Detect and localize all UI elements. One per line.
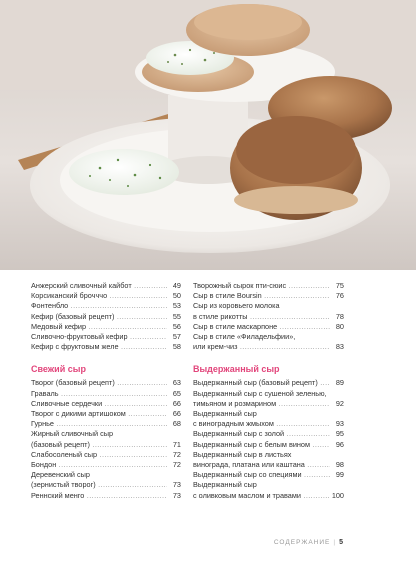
section-title-aged-cheese: Выдержанный сыр	[193, 364, 280, 375]
toc-entry-title: Медовый кефир .....	[31, 322, 167, 332]
toc-entry-title: Выдержанный сыр с сушеной зеленью,	[193, 388, 327, 398]
toc-entry-page: 98	[335, 460, 344, 470]
toc-entry-page: 89	[335, 378, 344, 388]
toc-entry[interactable]	[31, 470, 181, 490]
toc-entry[interactable]	[193, 322, 344, 332]
toc-entry[interactable]	[193, 281, 344, 291]
food-photo	[0, 0, 416, 270]
toc-entry-title: Слабосоленый сыр .....	[31, 450, 167, 460]
toc-entry[interactable]	[193, 409, 344, 429]
toc-entry-title: Выдержанный сыр	[193, 480, 257, 490]
toc-entry-page: 73	[172, 490, 181, 500]
page-number: 5	[339, 539, 344, 546]
toc-entry-page: 92	[335, 398, 344, 408]
toc-entry-page: 96	[335, 439, 344, 449]
toc-entry-title: Бондон .....	[31, 460, 167, 470]
toc-entry-page: 49	[172, 281, 181, 290]
toc-entry-title: Сливочно-фруктовый кефир .....	[31, 332, 167, 342]
toc-entry[interactable]	[193, 291, 344, 301]
toc-entry[interactable]	[31, 429, 181, 449]
toc-entry-title: Выдержанный сыр с золой .....	[193, 429, 330, 439]
footer-label: СОДЕРЖАНИЕ	[273, 539, 331, 546]
toc-entry[interactable]	[193, 470, 344, 480]
toc-entry-page: 72	[172, 460, 181, 470]
toc-entry-page: 66	[172, 409, 181, 419]
toc-entry-title: Фонтенбло .....	[31, 301, 167, 311]
toc-entry-title: Творог (базовый рецепт) .....	[31, 378, 167, 388]
toc-entry-page: 83	[335, 342, 344, 352]
toc-entry[interactable]	[193, 450, 344, 470]
toc-entry[interactable]	[193, 301, 344, 321]
toc-entry[interactable]	[31, 281, 181, 291]
toc-entry[interactable]	[31, 409, 181, 419]
toc-entry-title: (базовый рецепт) .....	[31, 440, 167, 450]
toc-entry[interactable]	[31, 322, 181, 332]
toc-entry-page: 100	[331, 490, 344, 500]
footer-separator: |	[333, 539, 337, 546]
toc-entry-title: Кефир с фруктовым желе .....	[31, 342, 167, 352]
toc-entry-title: или крем-чиз .....	[193, 342, 330, 352]
toc-entry-page: 78	[335, 311, 344, 321]
toc-entry[interactable]	[193, 440, 344, 450]
toc-entry-page: 57	[172, 332, 181, 342]
page-footer	[274, 539, 344, 546]
toc-entry-title: с виноградным жмыхом .....	[193, 419, 330, 429]
toc-entry-title: Корсиканский брочччо .....	[31, 291, 167, 301]
toc-entry-page: 93	[335, 419, 344, 429]
toc-entry[interactable]	[193, 480, 344, 500]
toc-entry[interactable]	[31, 301, 181, 311]
toc-entry-title: Выдержанный сыр в листьях	[193, 449, 292, 459]
toc-entry-title: Сыр в стиле «Филадельфии»,	[193, 332, 296, 342]
toc-entry[interactable]	[193, 389, 344, 409]
toc-entry[interactable]	[31, 491, 181, 501]
toc-entry-title: Сливочные сердечки .....	[31, 399, 167, 409]
toc-entry-page: 71	[172, 439, 181, 449]
toc-entry[interactable]	[31, 450, 181, 460]
toc-entry[interactable]	[31, 399, 181, 409]
toc-entry-page: 99	[335, 470, 344, 480]
toc-entry-title: Сыр из коровьего молока	[193, 301, 280, 311]
toc-entry-title: Деревенский сыр	[31, 470, 90, 480]
toc-entry-title: в стиле рикотты .....	[193, 312, 330, 322]
toc-entry-page: 66	[172, 398, 181, 408]
toc-entry-page: 68	[172, 419, 181, 429]
toc-entry-title: Выдержанный сыр со специями .....	[193, 470, 330, 480]
toc-entry-page: 65	[172, 388, 181, 398]
toc-entry[interactable]	[31, 419, 181, 429]
toc-entry-title: Творожный сырок пти-сюис .....	[193, 281, 330, 291]
toc-entry[interactable]	[31, 332, 181, 342]
toc-entry-page: 76	[335, 291, 344, 301]
toc-entry-page: 80	[335, 321, 344, 331]
toc-entry[interactable]	[193, 429, 344, 439]
toc-left-column	[31, 281, 181, 501]
section-title-fresh-cheese: Свежий сыр	[31, 364, 86, 375]
toc-entry-title: Гурнье .....	[31, 419, 167, 429]
toc-entry-title: Выдержанный сыр (базовый рецепт) .....	[193, 378, 330, 388]
toc-entry-page: 55	[172, 311, 181, 321]
toc-entry-page: 63	[172, 378, 181, 388]
toc-entry-title: Анжерский сливочный кайбот .....	[31, 281, 167, 291]
toc-entry[interactable]	[31, 312, 181, 322]
toc-entry-page: 75	[335, 281, 344, 290]
toc-entry[interactable]	[31, 342, 181, 352]
toc-entry-title: Жирный сливочный сыр	[31, 429, 114, 439]
toc-entry[interactable]	[31, 389, 181, 399]
toc-entry-page: 72	[172, 449, 181, 459]
toc-entry-title: Творог с дикими артишоком .....	[31, 409, 167, 419]
toc-entry-title: тимьяном и розмарином .....	[193, 399, 330, 409]
toc-entry-title: Граваль .....	[31, 389, 167, 399]
toc-entry-page: 58	[172, 342, 181, 352]
toc-entry[interactable]	[31, 460, 181, 470]
toc-entry-title: Сыр в стиле Boursin .....	[193, 291, 330, 301]
toc-entry-page: 56	[172, 321, 181, 331]
toc-entry-page: 53	[172, 301, 181, 311]
toc-right-column	[193, 281, 344, 501]
toc-entry-title: с оливковым маслом и травами .....	[193, 491, 330, 501]
toc-entry-title: Сыр в стиле маскарпоне .....	[193, 322, 330, 332]
toc-entry[interactable]	[193, 332, 344, 352]
toc-entry[interactable]	[31, 291, 181, 301]
toc-entry-page: 95	[335, 429, 344, 439]
toc-entry-title: Кефир (базовый рецепт) .....	[31, 312, 167, 322]
toc-entry[interactable]	[31, 378, 181, 388]
toc-entry-title: Выдержанный сыр с белым вином .....	[193, 440, 330, 450]
toc-entry-title: Выдержанный сыр	[193, 409, 257, 419]
toc-entry-page: 50	[172, 291, 181, 301]
toc-entry-title: винограда, платана или каштана .....	[193, 460, 330, 470]
toc-entry-title: Реннский менго .....	[31, 491, 167, 501]
toc-entry-title: (зернистый творог) .....	[31, 480, 167, 490]
toc-entry[interactable]	[193, 378, 344, 388]
toc-entry-page: 73	[172, 480, 181, 490]
